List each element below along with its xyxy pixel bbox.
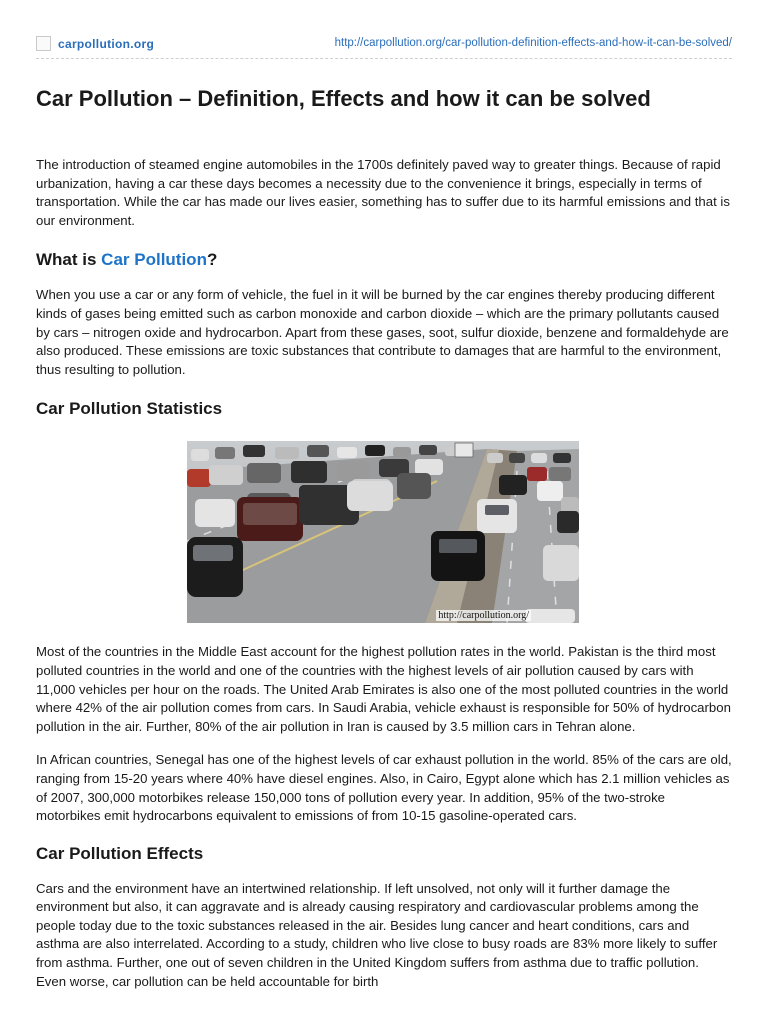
what-paragraph: When you use a car or any form of vehicle, the fuel in it will be burned by the car engines thereby producing different kinds of gases being emitted such as carbon monoxide and carbon dioxide – which are the primary pollutants caused by cars – nitrogen oxide and hydrocarbon. Apart from these gases, soot, sulfur dioxide, benzene and formaldehyde are also produced. These emissions are toxic substances that contribute to damages that are harmful to the environment, thus resulting to pollution. (36, 287, 729, 377)
intro-paragraph: The introduction of steamed engine automobiles in the 1700s definitely paved way to greater things. Because of rapid urbanization, having a car these days becomes a necessity due to the convenience it brings, especially in terms of transportation. While the car has made our lives easier, something has to suffer due to its harmful emissions and that is our environment. (36, 157, 730, 228)
heading-suffix: ? (206, 250, 218, 270)
stats-paragraph-africa: In African countries, Senegal has one of the highest levels of car exhaust pollution in the world. 85% of the cars are old, ranging from 15-20 years where 40% have diesel engines. Also, in Cairo, Egypt alone which has 2.1 million vehicles as of 2007, 300,000 motorbikes release 150,000 tons of pollution every year. In addition, 95% of the two-stroke motorbikes emit hydrocarbons equivalent to emissions of from 10-15 gasoline-operated cars. (36, 752, 732, 824)
image-caption: http://carpollution.org/ (438, 610, 529, 622)
stats-paragraph-middle-east: Most of the countries in the Middle East account for the highest pollution rates in the world. Pakistan is the third most polluted countries in the world and one of the countries with the highest levels of air pollution caused by cars with 11,000 vehicles per hour on the roads. The United Arab Emirates is also one of the most polluted countries in the world where 42% of the air pollution comes from cars. In Saudi Arabia, vehicle exhaust is responsible for 50% of hydrocarbon pollution in the air. Further, 80% of the air pollution in Iran is caused by 3.5 million cars in Tehran alone. (36, 644, 731, 734)
page-url-link[interactable]: http://carpollution.org/car-pollution-definition-effects-and-how-it-can-be-solved/ (334, 37, 732, 49)
heading-prefix: What is (36, 250, 102, 270)
header-divider (36, 58, 732, 59)
section-heading-effects: Car Pollution Effects (36, 843, 204, 863)
site-name-link[interactable]: carpollution.org (58, 37, 155, 51)
section-heading-statistics: Car Pollution Statistics (36, 399, 223, 419)
traffic-photo (187, 441, 579, 623)
traffic-photo-illustration (187, 441, 579, 623)
effects-paragraph: Cars and the environment have an intertwined relationship. If left unsolved, not only will it further damage the environment but also, it can aggravate and is already causing respiratory and cardiovascular problems among the people today due to the toxic substances released in the air. Besides lung cancer and heart conditions, cars and asthma are also interrelated. According to a study, children who live close to busy roads are 83% more likely to suffer from asthma. Further, one out of seven children in the United Kingdom suffers from asthma due to traffic pollution. Even worse, car pollution can be held accountable for birth (36, 880, 718, 989)
article-body (36, 156, 732, 991)
page-title: Car Pollution – Definition, Effects and how it can be solved (36, 86, 651, 111)
page-header (36, 0, 732, 51)
site-favicon-icon (36, 36, 51, 51)
car-pollution-link[interactable]: Car Pollution (101, 250, 207, 270)
document-page (36, 0, 732, 989)
section-heading-what (36, 250, 732, 270)
